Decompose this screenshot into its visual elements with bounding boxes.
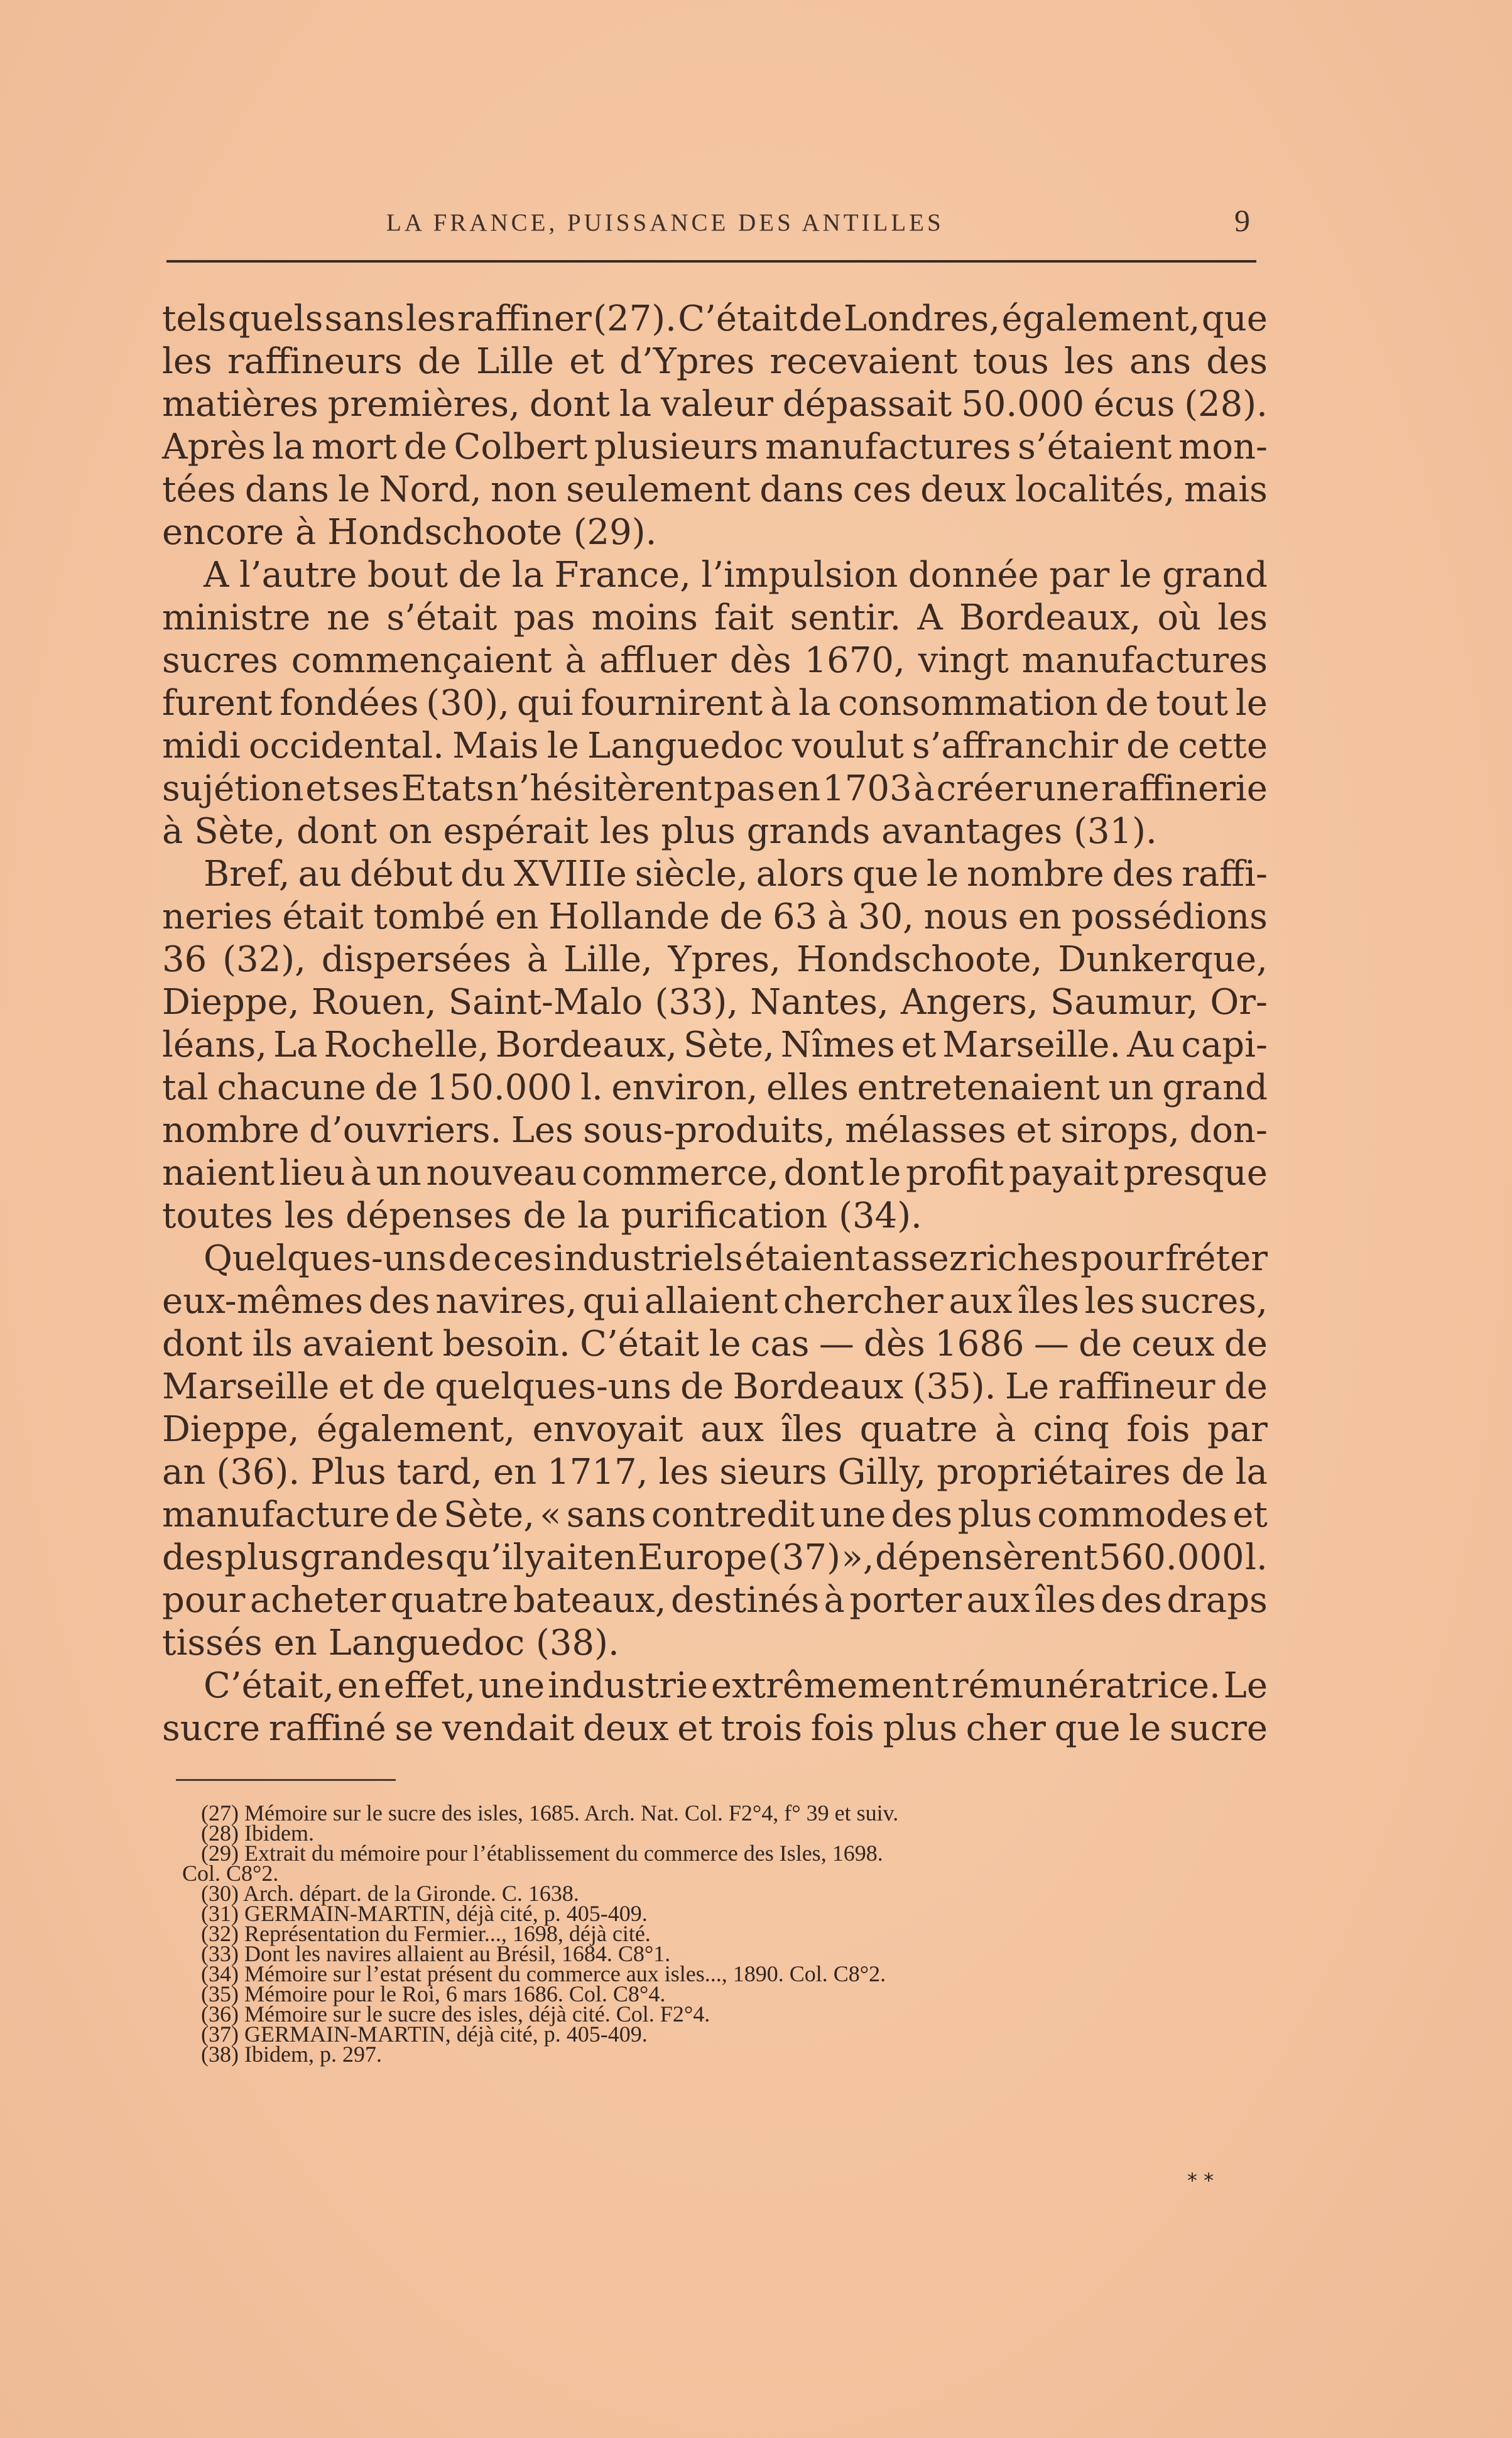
- body-line: naient lieu à un nouveau commerce, dont le profit payait presque: [162, 1153, 1268, 1194]
- footnote: (35) Mémoire pour le Roi, 6 mars 1686. Col. C8°4.: [201, 1981, 666, 2006]
- signature-marks: * *: [1187, 2169, 1214, 2192]
- body-line: matières premières, dont la valeur dépassait 50.000 écus (28).: [162, 384, 1268, 425]
- body-line: toutes les dépenses de la purification (34).: [162, 1195, 922, 1236]
- body-line: midi occidental. Mais le Languedoc voulut s’affranchir de cette: [162, 726, 1268, 766]
- body-line: Après la mort de Colbert plusieurs manufactures s’étaient mon-: [162, 427, 1268, 467]
- body-line: nombre d’ouvriers. Les sous-produits, mélasses et sirops, don-: [162, 1110, 1268, 1151]
- body-line: neries était tombé en Hollande de 63 à 30, nous en possédions: [162, 896, 1268, 937]
- header-rule: [166, 260, 1256, 263]
- footnote: (36) Mémoire sur le sucre des isles, déjà cité. Col. F2°4.: [201, 2001, 710, 2027]
- body-line: sucre raffiné se vendait deux et trois fois plus cher que le sucre: [162, 1708, 1268, 1749]
- body-line: sujétion et ses Etats n’hésitèrent pas en 1703 à créer une raffinerie: [162, 768, 1268, 809]
- footnotes: [182, 1800, 1275, 2067]
- body-line: ministre ne s’était pas moins fait sentir. A Bordeaux, où les: [162, 597, 1268, 638]
- body-line: manufacture de Sète, « sans contredit une des plus commodes et: [162, 1494, 1268, 1535]
- body-line: furent fondées (30), qui fournirent à la consommation de tout le: [162, 683, 1268, 724]
- body-line: tissés en Languedoc (38).: [162, 1623, 619, 1663]
- body-line: à Sète, dont on espérait les plus grands avantages (31).: [162, 811, 1157, 852]
- body-line: 36 (32), dispersées à Lille, Ypres, Hondschoote, Dunkerque,: [162, 939, 1268, 980]
- footnote: (27) Mémoire sur le sucre des isles, 1685. Arch. Nat. Col. F2°4, f° 39 et suiv.: [201, 1800, 899, 1826]
- body-line: les raffineurs de Lille et d’Ypres recevaient tous les ans des: [162, 341, 1268, 382]
- running-title: LA FRANCE, PUISSANCE DES ANTILLES: [386, 209, 944, 236]
- footnote: (30) Arch. départ. de la Gironde. C. 1638.: [201, 1881, 579, 1906]
- body-line: tal chacune de 150.000 l. environ, elles entretenaient un grand: [162, 1067, 1268, 1108]
- body-line: dont ils avaient besoin. C’était le cas — dès 1686 — de ceux de: [162, 1324, 1268, 1364]
- body-line: pour acheter quatre bateaux, destinés à porter aux îles des draps: [162, 1580, 1268, 1621]
- body-line: Bref, au début du XVIIIe siècle, alors que le nombre des raffi-: [204, 854, 1268, 895]
- body-line: encore à Hondschoote (29).: [162, 512, 657, 553]
- footnote: (32) Représentation du Fermier..., 1698, déjà cité.: [201, 1921, 651, 1946]
- body-line: Dieppe, Rouen, Saint-Malo (33), Nantes, Angers, Saumur, Or-: [162, 982, 1268, 1023]
- body-line: an (36). Plus tard, en 1717, les sieurs Gilly, propriétaires de la: [162, 1452, 1268, 1493]
- footnote: Col. C8°2.: [182, 1861, 279, 1886]
- body-line: tels quels sans les raffiner (27). C’était de Londres, également, que: [162, 298, 1268, 339]
- body-text: [162, 298, 1268, 1750]
- body-line: A l’autre bout de la France, l’impulsion donnée par le grand: [204, 555, 1268, 596]
- body-line: Marseille et de quelques-uns de Bordeaux (35). Le raffineur de: [162, 1366, 1268, 1407]
- footnote-rule: [176, 1779, 396, 1781]
- body-line: C’était, en effet, une industrie extrêmement rémunératrice. Le: [204, 1665, 1268, 1706]
- footnote: (38) Ibidem, p. 297.: [201, 2042, 382, 2067]
- footnote: (33) Dont les navires allaient au Brésil, 1684. C8°1.: [201, 1941, 671, 1966]
- footnote: (29) Extrait du mémoire pour l’établissement du commerce des Isles, 1698.: [201, 1841, 883, 1866]
- footnote: (28) Ibidem.: [201, 1820, 314, 1846]
- footnote: (37) GERMAIN-MARTIN, déjà cité, p. 405-409.: [201, 2022, 648, 2047]
- body-line: sucres commençaient à affluer dès 1670, vingt manufactures: [162, 640, 1268, 681]
- page-header: [170, 202, 1250, 246]
- body-line: eux-mêmes des navires, qui allaient chercher aux îles les sucres,: [162, 1281, 1268, 1322]
- body-line: tées dans le Nord, non seulement dans ces deux localités, mais: [162, 469, 1268, 510]
- footnote: (34) Mémoire sur l’estat présent du commerce aux isles..., 1890. Col. C8°2.: [201, 1961, 886, 1986]
- body-line: léans, La Rochelle, Bordeaux, Sète, Nîmes et Marseille. Au capi-: [162, 1025, 1268, 1065]
- body-line: Dieppe, également, envoyait aux îles quatre à cinq fois par: [162, 1409, 1268, 1450]
- body-line: des plus grandes qu’il y ait en Europe (37) », dépensèrent 560.000 l.: [162, 1537, 1268, 1578]
- body-line: Quelques-uns de ces industriels étaient assez riches pour fréter: [204, 1238, 1268, 1279]
- page-number: 9: [1234, 203, 1250, 238]
- footnote: (31) GERMAIN-MARTIN, déjà cité, p. 405-409.: [201, 1901, 648, 1926]
